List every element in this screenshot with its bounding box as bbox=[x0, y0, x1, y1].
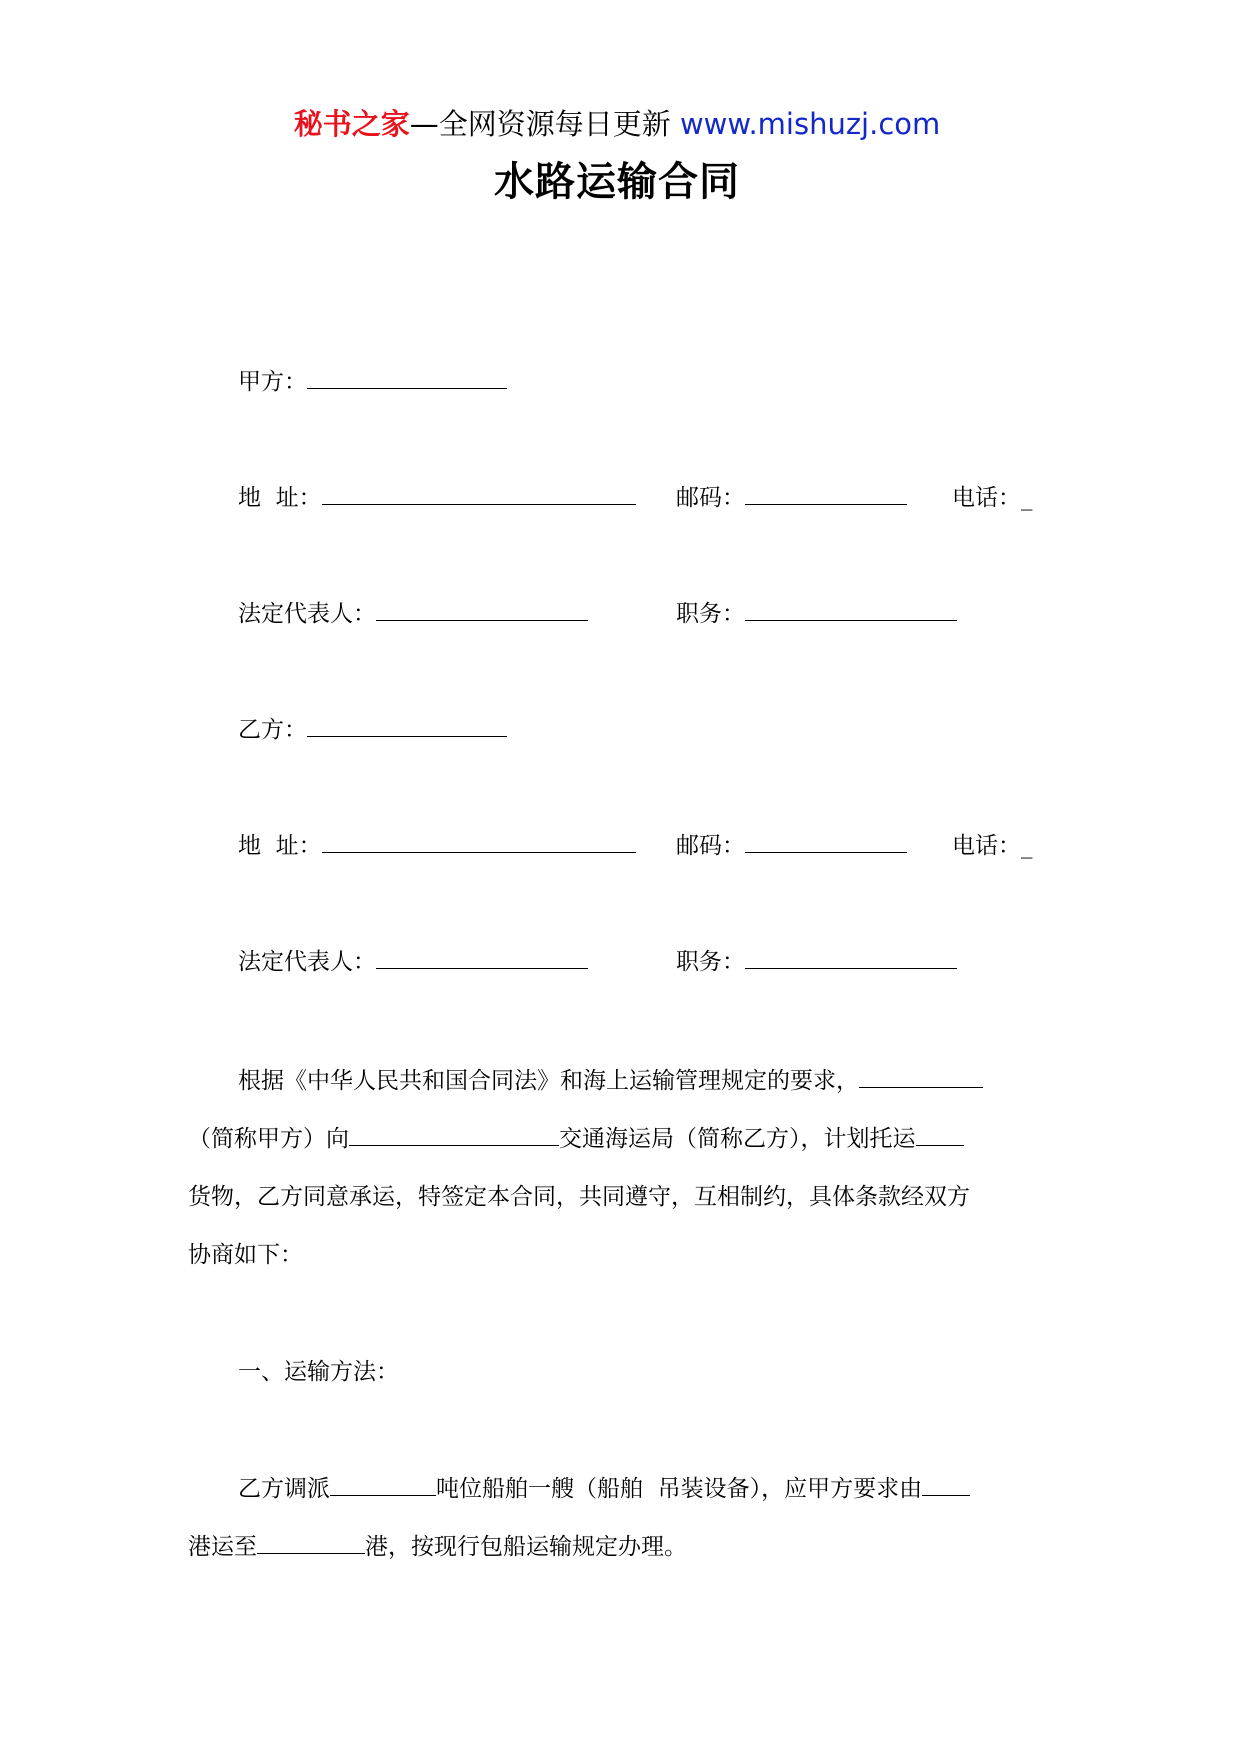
site-banner bbox=[0, 104, 1234, 144]
party-b-address-label: 地 址： bbox=[238, 833, 322, 859]
banner-slogan: —全网资源每日更新 bbox=[409, 107, 671, 141]
origin-port-blank[interactable] bbox=[922, 1473, 970, 1496]
preamble-line-2b: 交通海运局（简称乙方），计划托运 bbox=[559, 1126, 916, 1152]
party-b-phone-label: 电话：_ bbox=[952, 833, 1033, 859]
party-a-address-blank[interactable] bbox=[322, 482, 636, 505]
party-b-postcode-line bbox=[676, 830, 907, 862]
banner-brand: 秘书之家 bbox=[293, 107, 410, 141]
preamble-line-3: 货物，乙方同意承运，特签定本合同，共同遵守，互相制约，具体条款经双方 bbox=[188, 1184, 970, 1210]
section-1-line-2b: 港，按现行包船运输规定办理。 bbox=[365, 1534, 687, 1560]
party-a-line bbox=[238, 366, 507, 398]
party-b-phone-line bbox=[952, 830, 1033, 862]
party-b-rep-line bbox=[238, 946, 588, 978]
party-a-rep-label: 法定代表人： bbox=[238, 601, 376, 627]
preamble-line-4: 协商如下： bbox=[188, 1242, 303, 1268]
section-1-line-1a: 乙方调派 bbox=[238, 1476, 330, 1502]
party-b-position-blank[interactable] bbox=[745, 946, 957, 969]
party-a-phone-label: 电话：_ bbox=[952, 485, 1033, 511]
party-b-blank[interactable] bbox=[307, 714, 507, 737]
document-title: 水路运输合同 bbox=[494, 159, 740, 205]
preamble-cargo-blank[interactable] bbox=[916, 1123, 964, 1146]
party-a-position-line bbox=[676, 598, 957, 630]
party-b-postcode-blank[interactable] bbox=[745, 830, 907, 853]
party-b-position-line bbox=[676, 946, 957, 978]
party-b-label: 乙方： bbox=[238, 717, 307, 743]
tonnage-blank[interactable] bbox=[330, 1473, 436, 1496]
section-1-paragraph bbox=[188, 1460, 1044, 1576]
party-b-address-line bbox=[238, 830, 636, 862]
party-b-rep-blank[interactable] bbox=[376, 946, 588, 969]
section-1-heading: 一、运输方法： bbox=[238, 1359, 399, 1385]
party-a-phone-line bbox=[952, 482, 1033, 514]
party-a-rep-line bbox=[238, 598, 588, 630]
party-a-postcode-label: 邮码： bbox=[676, 485, 745, 511]
preamble-line-1: 根据《中华人民共和国合同法》和海上运输管理规定的要求， bbox=[238, 1068, 859, 1094]
preamble-bureau-blank[interactable] bbox=[349, 1123, 559, 1146]
preamble-party-a-blank[interactable] bbox=[859, 1065, 983, 1088]
party-a-postcode-blank[interactable] bbox=[745, 482, 907, 505]
party-a-position-label: 职务： bbox=[676, 601, 745, 627]
party-a-blank[interactable] bbox=[307, 366, 507, 389]
party-b-address-blank[interactable] bbox=[322, 830, 636, 853]
preamble-line-2a: （简称甲方）向 bbox=[188, 1126, 349, 1152]
party-a-address-line bbox=[238, 482, 636, 514]
party-b-position-label: 职务： bbox=[676, 949, 745, 975]
destination-port-blank[interactable] bbox=[257, 1531, 365, 1554]
party-a-address-label: 地 址： bbox=[238, 485, 322, 511]
party-b-line bbox=[238, 714, 507, 746]
party-b-postcode-label: 邮码： bbox=[676, 833, 745, 859]
party-a-position-blank[interactable] bbox=[745, 598, 957, 621]
section-1-line-1b: 吨位船舶一艘（船舶 吊装设备），应甲方要求由 bbox=[436, 1476, 923, 1502]
party-a-postcode-line bbox=[676, 482, 907, 514]
party-b-rep-label: 法定代表人： bbox=[238, 949, 376, 975]
section-1-line-2a: 港运至 bbox=[188, 1534, 257, 1560]
party-a-label: 甲方： bbox=[238, 369, 307, 395]
preamble-paragraph bbox=[188, 1052, 1044, 1284]
party-a-rep-blank[interactable] bbox=[376, 598, 588, 621]
banner-url[interactable]: www.mishuzj.com bbox=[679, 107, 941, 141]
